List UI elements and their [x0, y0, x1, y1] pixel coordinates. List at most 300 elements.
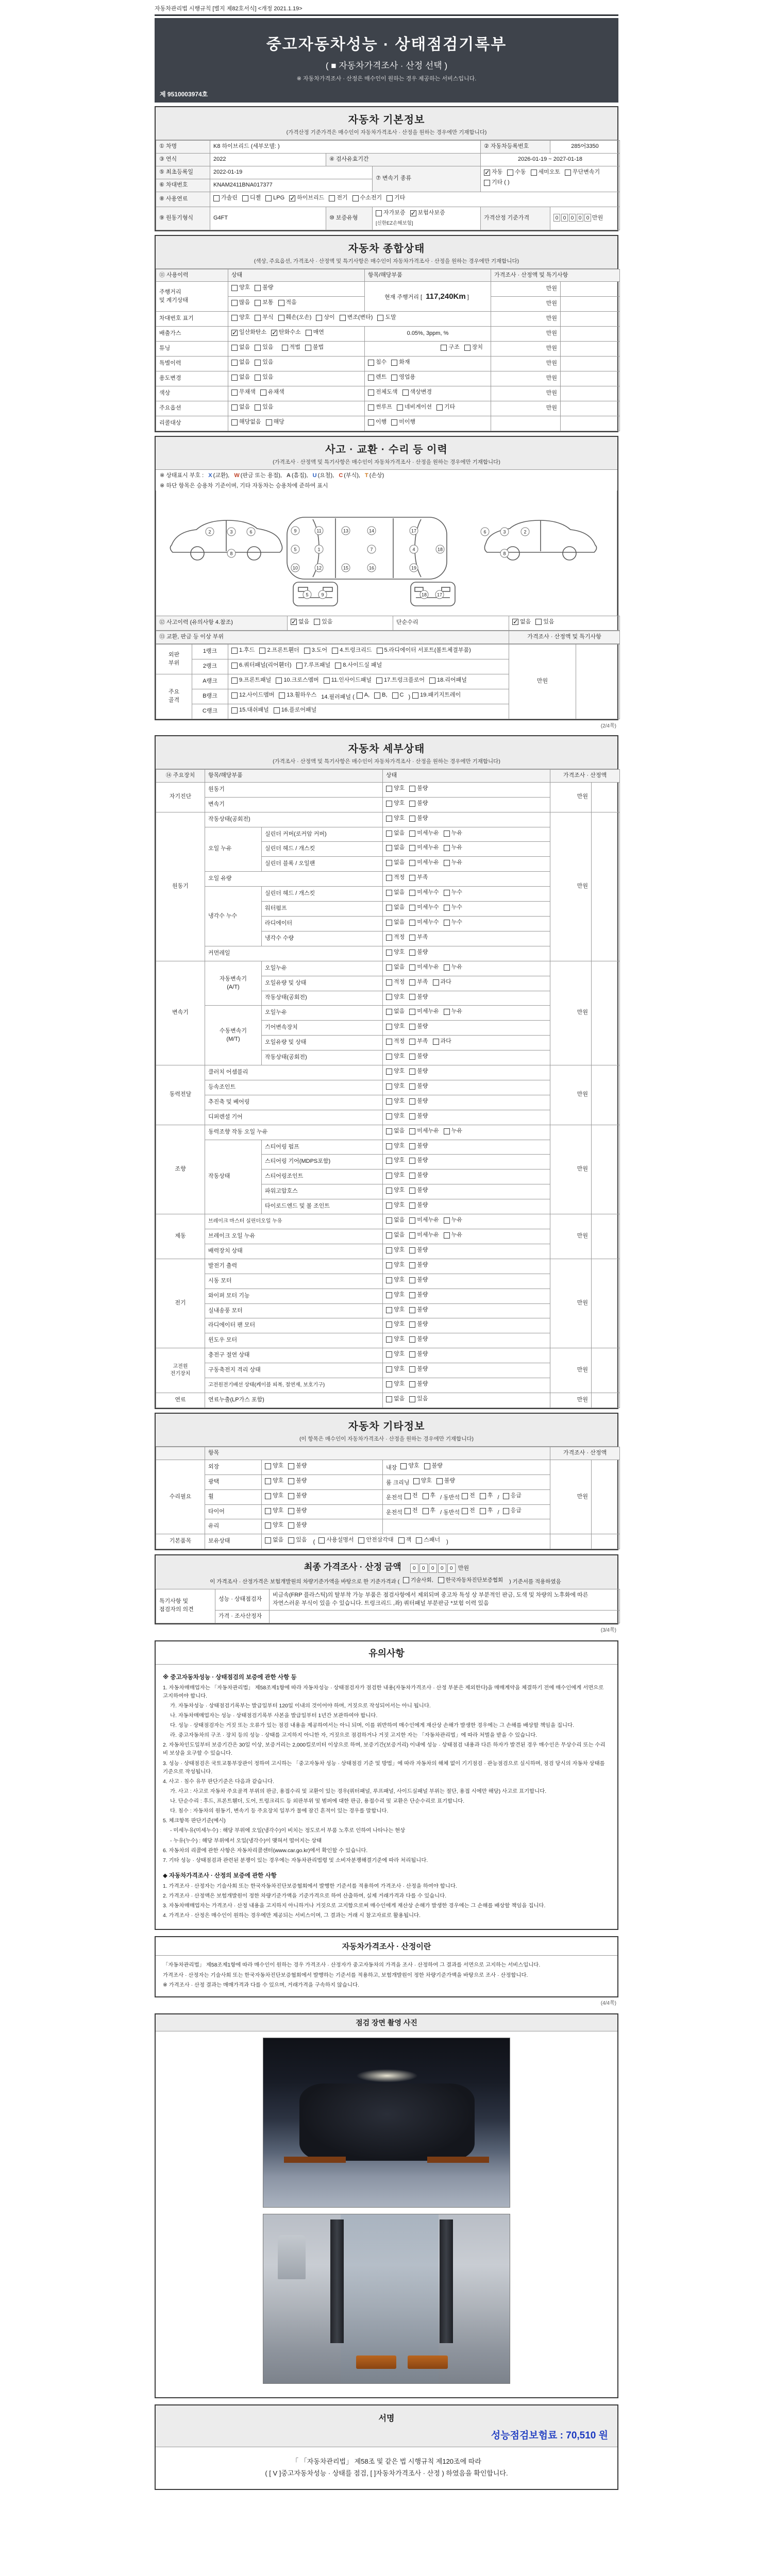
checkbox[interactable] — [265, 1493, 271, 1499]
checkbox-option — [274, 706, 316, 715]
checkbox[interactable] — [314, 619, 320, 625]
cell: 변속기 — [156, 961, 205, 1065]
checkbox-label: 없음 — [394, 1217, 405, 1224]
checkbox[interactable] — [386, 1054, 392, 1060]
checkbox-option — [213, 194, 238, 202]
checkbox[interactable] — [409, 1321, 415, 1328]
checkbox-label: 기타 — [394, 194, 406, 201]
checkbox[interactable] — [397, 404, 403, 411]
checkbox[interactable] — [231, 404, 238, 411]
checkbox[interactable] — [484, 180, 490, 186]
checkbox[interactable] — [278, 300, 284, 306]
checkbox[interactable] — [213, 195, 220, 201]
checkbox[interactable] — [340, 315, 346, 321]
checkbox[interactable] — [409, 816, 415, 822]
checkbox[interactable] — [386, 1128, 392, 1134]
checkbox[interactable] — [386, 816, 392, 822]
checkbox[interactable] — [374, 692, 380, 699]
checkbox[interactable] — [409, 860, 415, 866]
checkbox[interactable] — [409, 875, 415, 881]
checkbox-option — [484, 168, 502, 177]
checkbox[interactable] — [231, 419, 238, 426]
checkbox[interactable] — [386, 905, 392, 911]
cell — [561, 356, 620, 371]
checkbox[interactable] — [402, 389, 409, 396]
checkbox-checked[interactable] — [291, 619, 297, 625]
cell — [228, 674, 509, 689]
legend-prefix: ※ 상태표시 부호 : — [160, 472, 206, 479]
checkbox[interactable] — [386, 875, 392, 881]
checkbox[interactable] — [438, 1577, 444, 1583]
checkbox[interactable] — [409, 1024, 415, 1030]
checkbox[interactable] — [386, 979, 392, 986]
checkbox[interactable] — [386, 1336, 392, 1343]
checkbox[interactable] — [231, 375, 238, 381]
checkbox[interactable] — [231, 677, 238, 684]
checkbox[interactable] — [444, 1232, 450, 1239]
checkbox[interactable] — [386, 1098, 392, 1105]
checkbox[interactable] — [409, 1247, 415, 1253]
note-line: 1. 자동차매매업자는 「자동차관리법」 제58조제1항에 따라 자동차성능 · 상태점검자가 점검한 내용(자동차가격조사 · 산정 부분은 제외한다)을 매매계약을 체결하기 전에 매수인에게 서면으로 고지하여야 합니다. — [163, 1685, 604, 1699]
checkbox[interactable] — [409, 1009, 415, 1015]
checkbox[interactable] — [409, 1277, 415, 1283]
checkbox[interactable] — [409, 1054, 415, 1060]
checkbox[interactable] — [480, 1493, 486, 1499]
checkbox[interactable] — [376, 210, 382, 216]
checkbox[interactable] — [386, 1143, 392, 1149]
checkbox[interactable] — [386, 1366, 392, 1372]
checkbox[interactable] — [444, 1009, 450, 1015]
cell: 외판 부위 — [156, 645, 192, 674]
checkbox[interactable] — [231, 663, 238, 669]
checkbox[interactable] — [531, 170, 537, 176]
checkbox[interactable] — [386, 994, 392, 1000]
checkbox[interactable] — [409, 1396, 415, 1402]
checkbox-label: 양호 — [394, 1157, 405, 1164]
checkbox-option — [296, 662, 331, 670]
checkbox[interactable] — [409, 1307, 415, 1313]
checkbox[interactable] — [265, 1478, 271, 1484]
checkbox[interactable] — [409, 905, 415, 911]
checkbox[interactable] — [329, 195, 335, 201]
section-overall-subtitle: (색상, 주요옵션, 가격조사 · 산정액 및 특기사항은 매수인이 자동차가격조사 · 산정을 원하는 경우에만 기재합니다) — [254, 258, 519, 264]
checkbox[interactable] — [444, 845, 450, 851]
checkbox[interactable] — [231, 315, 238, 321]
checkbox[interactable] — [416, 1537, 422, 1544]
checkbox-option — [386, 1335, 405, 1344]
checkbox[interactable] — [409, 1381, 415, 1387]
checkbox[interactable] — [386, 1307, 392, 1313]
checkbox[interactable] — [386, 890, 392, 896]
checkbox[interactable] — [386, 1113, 392, 1120]
car-diagram — [156, 490, 617, 616]
checkbox-option — [462, 1492, 475, 1500]
checkbox[interactable] — [265, 195, 272, 201]
checkbox[interactable] — [441, 345, 447, 351]
checkbox-label: 가솔린 — [221, 194, 238, 201]
checkbox[interactable] — [288, 1478, 294, 1484]
header-cell: 항목/해당부품 — [365, 269, 491, 282]
cell — [592, 961, 620, 1065]
checkbox-label: 없음 — [394, 904, 405, 911]
checkbox[interactable] — [255, 404, 261, 411]
checkbox[interactable] — [231, 285, 238, 291]
checkbox[interactable] — [386, 786, 392, 792]
checkbox[interactable] — [409, 1173, 415, 1179]
checkbox[interactable] — [423, 1493, 429, 1499]
checkbox[interactable] — [409, 1128, 415, 1134]
checkbox[interactable] — [409, 1336, 415, 1343]
checkbox[interactable] — [412, 692, 418, 699]
checkbox[interactable] — [444, 860, 450, 866]
checkbox-option — [386, 1291, 405, 1299]
checkbox[interactable] — [386, 1202, 392, 1209]
checkbox[interactable] — [464, 345, 470, 351]
checkbox[interactable] — [444, 905, 450, 911]
checkbox-option — [255, 344, 273, 352]
status-code-legend — [156, 470, 617, 480]
checkbox[interactable] — [296, 663, 303, 669]
checkbox[interactable] — [368, 360, 374, 366]
checkbox-label: 누수 — [451, 904, 463, 911]
checkbox[interactable] — [409, 1039, 415, 1045]
checkbox[interactable] — [386, 1173, 392, 1179]
checkbox[interactable] — [409, 1083, 415, 1090]
checkbox[interactable] — [274, 707, 280, 714]
photo-section — [155, 2013, 618, 2398]
checkbox[interactable] — [386, 964, 392, 971]
checkbox[interactable] — [368, 389, 374, 396]
cell: 자동변속기 (A/T) — [205, 961, 262, 1006]
checkbox[interactable] — [288, 1508, 294, 1514]
checkbox[interactable] — [433, 1039, 439, 1045]
checkbox-option — [279, 691, 316, 700]
checkbox[interactable] — [386, 1381, 392, 1387]
checkbox[interactable] — [480, 1508, 486, 1514]
checkbox-option — [386, 785, 405, 793]
checkbox[interactable] — [386, 950, 392, 956]
cell: 만원 — [491, 401, 561, 416]
cell — [210, 141, 481, 154]
cell: 만원 — [491, 356, 561, 371]
checkbox[interactable] — [376, 677, 382, 684]
checkbox[interactable] — [409, 1143, 415, 1149]
checkbox-checked[interactable] — [289, 195, 295, 201]
checkbox[interactable] — [255, 345, 261, 351]
checkbox[interactable] — [409, 964, 415, 971]
checkbox-label: 훼손(오손) — [285, 314, 312, 321]
checkbox[interactable] — [282, 345, 288, 351]
checkbox-label: 변조(변타) — [347, 314, 373, 321]
checkbox[interactable] — [444, 964, 450, 971]
checkbox[interactable] — [255, 300, 261, 306]
header-cell — [156, 1447, 205, 1460]
checkbox[interactable] — [242, 195, 248, 201]
checkbox[interactable] — [386, 1232, 392, 1239]
checkbox[interactable] — [352, 195, 359, 201]
checkbox[interactable] — [386, 920, 392, 926]
checkbox[interactable] — [423, 1508, 429, 1514]
checkbox[interactable] — [409, 801, 415, 807]
checkbox-label: 적법 — [289, 344, 300, 351]
checkbox[interactable] — [231, 345, 238, 351]
checkbox[interactable] — [409, 831, 415, 837]
checkbox[interactable] — [386, 1351, 392, 1358]
checkbox-checked[interactable] — [484, 170, 490, 176]
checkbox-option — [444, 1231, 462, 1240]
checkbox[interactable] — [265, 1537, 271, 1544]
checkbox-option — [398, 1536, 412, 1545]
header-cell: ⑩ 보증유형 — [326, 207, 373, 230]
checkbox[interactable] — [357, 692, 363, 699]
checkbox-option — [409, 874, 428, 882]
checkbox[interactable] — [231, 692, 238, 699]
checkbox[interactable] — [444, 920, 450, 926]
checkbox[interactable] — [535, 619, 542, 625]
checkbox-option — [386, 844, 405, 852]
section-accident-subtitle: (가격조사 · 산정액 및 특기사항은 매수인이 자동차가격조사 · 산정을 원하는 경우에만 기재합니다) — [273, 459, 500, 465]
checkbox[interactable] — [279, 692, 285, 699]
checkbox[interactable] — [368, 375, 374, 381]
checkbox[interactable] — [231, 360, 238, 366]
checkbox-label: 불량 — [417, 1246, 428, 1253]
checkbox[interactable] — [503, 1508, 509, 1514]
checkbox-option — [377, 647, 471, 655]
checkbox[interactable] — [368, 419, 374, 426]
cell: 2022-01-19 — [210, 166, 373, 179]
checkbox[interactable] — [386, 831, 392, 837]
checkbox-label: 색상변경 — [410, 388, 432, 395]
checkbox[interactable] — [386, 1277, 392, 1283]
checkbox[interactable] — [386, 1247, 392, 1253]
checkbox-label: 양호 — [239, 314, 250, 321]
checkbox[interactable] — [231, 707, 238, 714]
checkbox-option — [368, 418, 386, 427]
checkbox-option — [386, 904, 405, 912]
cell: 브레이크 오일 누유 — [205, 1229, 383, 1244]
checkbox[interactable] — [400, 1463, 407, 1469]
checkbox[interactable] — [318, 1537, 325, 1544]
checkbox[interactable] — [255, 315, 261, 321]
cell: 차대번호 표기 — [156, 312, 228, 327]
checkbox-option — [306, 329, 324, 337]
checkbox-checked[interactable] — [271, 330, 277, 336]
checkbox-label: 불량 — [417, 948, 428, 955]
section-detail-subtitle: (가격조사 · 산정액 및 특기사항은 매수인이 자동차가격조사 · 산정을 원하는 경우에만 기재합니다) — [273, 758, 500, 765]
checkbox[interactable] — [409, 920, 415, 926]
checkbox[interactable] — [409, 1351, 415, 1358]
checkbox[interactable] — [386, 1083, 392, 1090]
checkbox-option — [386, 1082, 405, 1091]
checkbox-option — [386, 800, 405, 808]
checkbox[interactable] — [377, 648, 383, 654]
checkbox[interactable] — [386, 860, 392, 866]
checkbox-option — [386, 1261, 405, 1269]
checkbox[interactable] — [386, 801, 392, 807]
checkbox-label: 양호 — [273, 1492, 284, 1499]
checkbox[interactable] — [398, 1537, 405, 1544]
checkbox[interactable] — [462, 1508, 468, 1514]
checkbox[interactable] — [278, 315, 284, 321]
notice-price-head: ◆ 자동차가격조사 · 산정의 보증에 관한 사항 — [163, 1872, 277, 1879]
checkbox[interactable] — [255, 375, 261, 381]
checkbox[interactable] — [424, 1463, 430, 1469]
checkbox[interactable] — [288, 1522, 294, 1529]
cell — [365, 386, 491, 401]
checkbox[interactable] — [565, 170, 571, 176]
checkbox-option — [409, 800, 428, 808]
checkbox[interactable] — [231, 648, 238, 654]
checkbox[interactable] — [386, 1292, 392, 1298]
checkbox[interactable] — [409, 1113, 415, 1120]
overall-state-table — [156, 269, 617, 431]
service-note: ※ 자동차가격조사 · 산정은 매수인이 원하는 경우 제공하는 서비스입니다. — [296, 76, 477, 82]
checkbox[interactable] — [444, 1128, 450, 1134]
checkbox[interactable] — [436, 404, 443, 411]
checkbox[interactable] — [405, 1493, 411, 1499]
header-cell: ⑤ 최초등록일 — [156, 166, 210, 179]
checkbox-option — [480, 1507, 493, 1515]
checkbox[interactable] — [386, 1158, 392, 1164]
checkbox[interactable] — [368, 404, 374, 411]
checkbox[interactable] — [231, 300, 238, 306]
checkbox[interactable] — [306, 330, 312, 336]
checkbox[interactable] — [429, 677, 435, 684]
checkbox[interactable] — [304, 648, 310, 654]
checkbox[interactable] — [386, 1024, 392, 1030]
checkbox[interactable] — [392, 692, 398, 699]
checkbox[interactable] — [409, 950, 415, 956]
checkbox[interactable] — [386, 1039, 392, 1045]
checkbox[interactable] — [386, 1069, 392, 1075]
checkbox[interactable] — [403, 1577, 409, 1583]
checkbox[interactable] — [386, 1396, 392, 1402]
final-note-post: ) 기준서를 적용하였음 — [508, 1578, 561, 1585]
checkbox-checked[interactable] — [512, 619, 518, 625]
checkbox[interactable] — [391, 360, 397, 366]
checkbox[interactable] — [377, 315, 383, 321]
checkbox[interactable] — [405, 1508, 411, 1514]
checkbox[interactable] — [409, 890, 415, 896]
checkbox[interactable] — [409, 1188, 415, 1194]
checkbox[interactable] — [265, 1463, 271, 1469]
checkbox-label: 없음 — [239, 374, 250, 380]
header-cell: ③ 연식 — [156, 153, 210, 166]
checkbox[interactable] — [444, 890, 450, 896]
checkbox[interactable] — [436, 1478, 443, 1484]
checkbox[interactable] — [358, 1537, 364, 1544]
checkbox[interactable] — [386, 935, 392, 941]
cell — [383, 1036, 550, 1050]
checkbox[interactable] — [413, 1478, 419, 1484]
checkbox[interactable] — [409, 1069, 415, 1075]
checkbox[interactable] — [332, 648, 338, 654]
checkbox[interactable] — [391, 375, 397, 381]
checkbox[interactable] — [386, 1217, 392, 1224]
checkbox-option — [400, 1462, 419, 1470]
checkbox[interactable] — [409, 845, 415, 851]
checkbox[interactable] — [386, 195, 393, 201]
checkbox-checked[interactable] — [410, 210, 416, 216]
checkbox[interactable] — [433, 979, 439, 986]
checkbox[interactable] — [288, 1537, 294, 1544]
cell — [383, 1184, 550, 1199]
cell: 클러치 어셈블리 — [205, 1065, 383, 1080]
checkbox[interactable] — [409, 994, 415, 1000]
checkbox-option — [304, 647, 327, 655]
checkbox[interactable] — [288, 1493, 294, 1499]
checkbox[interactable] — [391, 419, 397, 426]
checkbox[interactable] — [409, 1158, 415, 1164]
checkbox[interactable] — [260, 389, 266, 396]
checkbox[interactable] — [409, 1262, 415, 1268]
checkbox[interactable] — [288, 1463, 294, 1469]
checkbox-option — [409, 1216, 439, 1225]
checkbox[interactable] — [409, 979, 415, 986]
checkbox[interactable] — [259, 648, 265, 654]
checkbox[interactable] — [265, 1522, 271, 1529]
checkbox[interactable] — [507, 170, 513, 176]
cell: 보유상태 — [205, 1534, 262, 1549]
checkbox[interactable] — [324, 677, 330, 684]
checkbox-checked[interactable] — [231, 330, 238, 336]
checkbox-option — [386, 1038, 405, 1046]
checkbox[interactable] — [444, 831, 450, 837]
status-code-desc: (부식), — [344, 472, 362, 479]
checkbox[interactable] — [409, 1366, 415, 1372]
checkbox[interactable] — [409, 1098, 415, 1105]
checkbox[interactable] — [265, 1508, 271, 1514]
checkbox[interactable] — [386, 845, 392, 851]
checkbox[interactable] — [409, 1202, 415, 1209]
checkbox[interactable] — [409, 1292, 415, 1298]
checkbox[interactable] — [266, 419, 272, 426]
cell: 가격 · 조사산정자 — [215, 1610, 270, 1623]
checkbox[interactable] — [409, 786, 415, 792]
checkbox[interactable] — [231, 389, 238, 396]
checkbox-option — [231, 706, 269, 715]
checkbox[interactable] — [386, 1188, 392, 1194]
checkbox[interactable] — [409, 935, 415, 941]
checkbox-label: 누유 — [451, 1217, 463, 1224]
cell — [228, 416, 365, 431]
checkbox[interactable] — [386, 1262, 392, 1268]
checkbox-label: 불량 — [296, 1522, 307, 1529]
checkbox-label: 불량 — [417, 1157, 428, 1164]
checkbox[interactable] — [409, 1217, 415, 1224]
checkbox[interactable] — [276, 677, 282, 684]
checkbox-label: 보험사보증 — [417, 209, 445, 216]
checkbox-option — [409, 1082, 428, 1091]
header-cell: ② 자동차등록번호 — [481, 141, 550, 154]
cell: 스티어링 기어(MDPS포함) — [262, 1155, 383, 1170]
checkbox[interactable] — [255, 285, 261, 291]
checkbox[interactable] — [409, 1232, 415, 1239]
checkbox[interactable] — [316, 315, 322, 321]
checkbox[interactable] — [503, 1493, 509, 1499]
checkbox-label: LPG — [273, 194, 285, 201]
cell: 만원 — [550, 782, 592, 812]
checkbox-option — [231, 359, 250, 367]
checkbox[interactable] — [305, 345, 311, 351]
checkbox[interactable] — [335, 663, 341, 669]
checkbox[interactable] — [386, 1321, 392, 1328]
checkbox[interactable] — [444, 1217, 450, 1224]
checkbox[interactable] — [462, 1493, 468, 1499]
checkbox[interactable] — [386, 1009, 392, 1015]
checkbox[interactable] — [255, 360, 261, 366]
photo-light-glow — [356, 2069, 418, 2082]
